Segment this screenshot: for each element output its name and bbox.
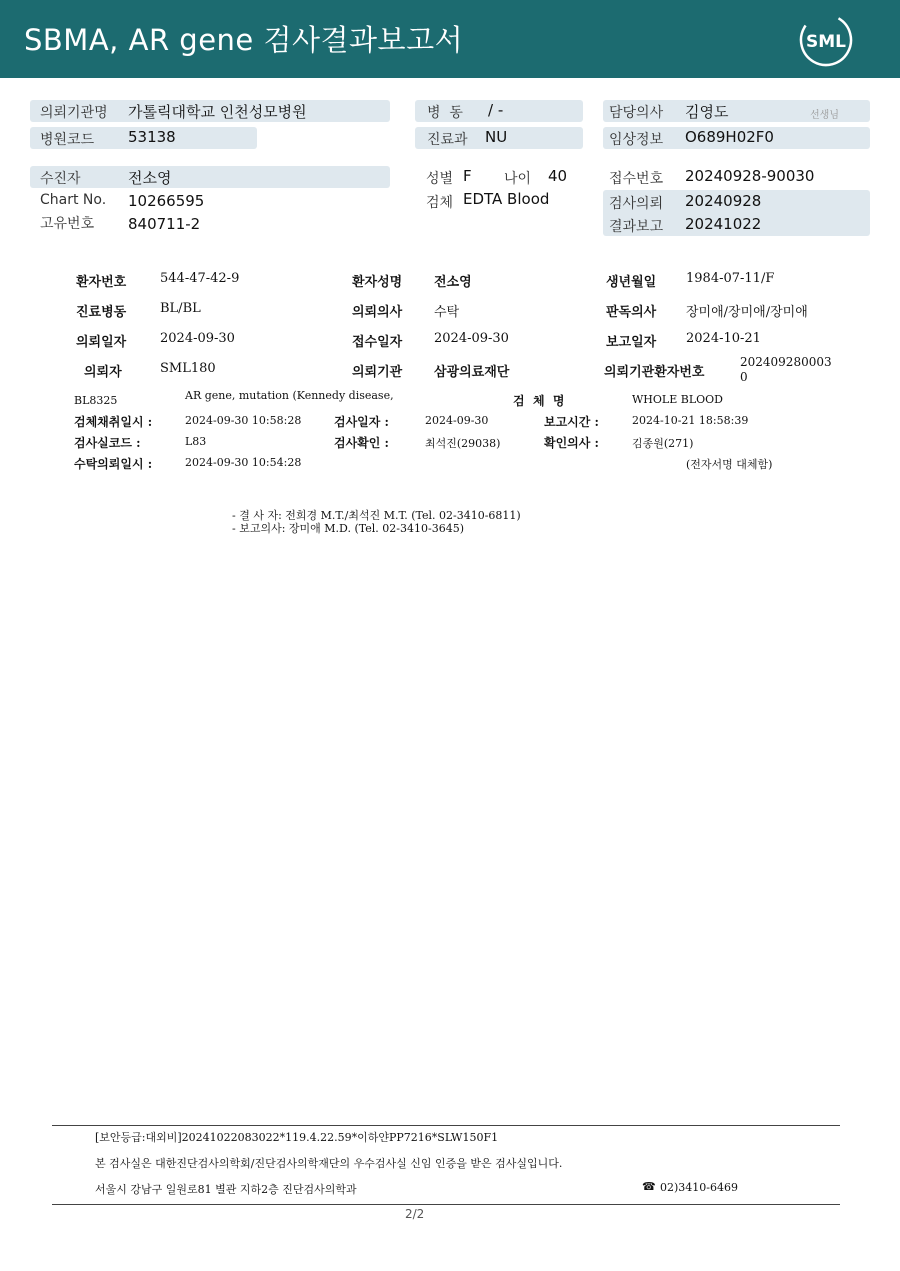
signer-line-2: - 보고의사: 장미애 M.D. (Tel. 02-3410-3645) bbox=[232, 522, 464, 535]
patient-label: 수진자 bbox=[40, 171, 81, 187]
phone-number: 02)3410-6469 bbox=[660, 1181, 738, 1194]
req-inst-value: 삼광의료재단 bbox=[434, 365, 510, 380]
doctor-suffix: 선생님 bbox=[810, 110, 839, 121]
institution-label: 의뢰기관명 bbox=[40, 105, 108, 121]
clinical-label: 임상정보 bbox=[609, 132, 664, 148]
chart-value: 10266595 bbox=[128, 192, 205, 210]
receipt-label: 접수번호 bbox=[609, 171, 664, 187]
dept-value: NU bbox=[485, 128, 508, 146]
rpt-date-value: 2024-10-21 bbox=[686, 331, 761, 346]
test-specimen-label: 검 체 명 bbox=[513, 394, 565, 408]
dob-value: 1984-07-11/F bbox=[686, 271, 775, 286]
report-time-label: 보고시간 : bbox=[544, 415, 599, 429]
reader-label: 판독의사 bbox=[606, 305, 657, 320]
req-inst-label: 의뢰기관 bbox=[352, 365, 403, 380]
page-number: 2/2 bbox=[405, 1207, 425, 1221]
unique-value: 840711-2 bbox=[128, 215, 201, 233]
req-doctor-value: 수탁 bbox=[434, 305, 460, 320]
svg-text:SML: SML bbox=[806, 32, 846, 52]
ward-detail-value: BL/BL bbox=[160, 301, 201, 316]
request-label: 검사의뢰 bbox=[609, 196, 664, 212]
patient-name-label: 환자성명 bbox=[352, 275, 403, 290]
chart-label: Chart No. bbox=[40, 192, 107, 208]
request-value: 20240928 bbox=[685, 192, 762, 210]
patient-row-bg bbox=[30, 166, 390, 188]
dept-label: 진료과 bbox=[427, 132, 468, 148]
footer-top-divider bbox=[52, 1125, 840, 1126]
security-line: [보안등급:대외비]20241022083022*119.4.22.59*이하얀PP7216*SLW150F1 bbox=[95, 1131, 499, 1144]
report-label: 결과보고 bbox=[609, 219, 664, 235]
test-name: AR gene, mutation (Kennedy disease, bbox=[185, 389, 394, 402]
sex-value: F bbox=[463, 167, 472, 185]
req-date-value: 2024-09-30 bbox=[160, 331, 235, 346]
footer-bottom-divider bbox=[52, 1204, 840, 1205]
report-title: SBMA, AR gene 검사결과보고서 bbox=[24, 23, 464, 57]
req-inst-pno-value-2: 0 bbox=[740, 370, 748, 384]
phone-icon: ☎ bbox=[642, 1180, 656, 1193]
dob-label: 생년월일 bbox=[606, 275, 657, 290]
confirm-value: 최석진(29038) bbox=[425, 437, 501, 450]
collect-label: 검체채취일시 : bbox=[74, 415, 153, 429]
receipt-value: 20240928-90030 bbox=[685, 167, 815, 185]
rpt-date-label: 보고일자 bbox=[606, 335, 657, 350]
test-date-value: 2024-09-30 bbox=[425, 414, 489, 427]
unique-label: 고유번호 bbox=[40, 216, 95, 232]
lab-code-label: 검사실코드 : bbox=[74, 436, 141, 450]
req-inst-pno-value-1: 202409280003 bbox=[740, 355, 832, 369]
lab-code-value: L83 bbox=[185, 435, 207, 448]
collect-value: 2024-09-30 10:58:28 bbox=[185, 414, 302, 427]
requester-label: 의뢰자 bbox=[84, 365, 122, 380]
doctor-label: 담당의사 bbox=[609, 105, 664, 121]
rcv-date-label: 접수일자 bbox=[352, 335, 403, 350]
doctor-value: 김영도 bbox=[685, 103, 729, 121]
test-date-label: 검사일자 : bbox=[334, 415, 389, 429]
ward-value: / - bbox=[488, 101, 504, 119]
req-doctor-label: 의뢰의사 bbox=[352, 305, 403, 320]
confirm-doctor-value: 김종원(271) bbox=[632, 437, 694, 450]
certification-line: 본 검사실은 대한진단검사의학회/진단검사의학재단의 우수검사실 신임 인증을 받은 검사실입니다. bbox=[95, 1157, 563, 1170]
reader-value: 장미애/장미애/장미애 bbox=[686, 305, 808, 320]
specimen-label: 검체 bbox=[426, 195, 454, 211]
age-label: 나이 bbox=[504, 171, 532, 187]
patient-no-label: 환자번호 bbox=[76, 275, 127, 290]
patient-no-value: 544-47-42-9 bbox=[160, 271, 240, 286]
sml-logo bbox=[798, 12, 854, 68]
patient-name-value: 전소영 bbox=[434, 275, 472, 290]
ward-label: 병 동 bbox=[427, 105, 463, 121]
rcv-date-value: 2024-09-30 bbox=[434, 331, 509, 346]
institution-value: 가톨릭대학교 인천성모병원 bbox=[128, 103, 307, 121]
requester-value: SML180 bbox=[160, 361, 216, 376]
consign-label: 수탁의뢰일시 : bbox=[74, 457, 153, 471]
hospital-code-value: 53138 bbox=[128, 128, 176, 146]
consign-value: 2024-09-30 10:54:28 bbox=[185, 456, 302, 469]
specimen-value: EDTA Blood bbox=[463, 190, 550, 208]
report-time-value: 2024-10-21 18:58:39 bbox=[632, 414, 749, 427]
report-value: 20241022 bbox=[685, 215, 762, 233]
test-specimen-value: WHOLE BLOOD bbox=[632, 393, 723, 406]
age-value: 40 bbox=[548, 167, 568, 185]
confirm-doctor-label: 확인의사 : bbox=[544, 436, 599, 450]
clinical-value: O689H02F0 bbox=[685, 128, 774, 146]
header-banner bbox=[0, 0, 900, 78]
sex-label: 성별 bbox=[426, 171, 454, 187]
address-line: 서울시 강남구 일원로81 별관 지하2층 진단검사의학과 bbox=[95, 1183, 357, 1196]
esign-note: (전자서명 대체함) bbox=[686, 458, 773, 471]
ward-detail-label: 진료병동 bbox=[76, 305, 127, 320]
req-inst-pno-label: 의뢰기관환자번호 bbox=[604, 365, 705, 380]
hospital-code-label: 병원코드 bbox=[40, 132, 95, 148]
signer-line-1: - 결 사 자: 전희경 M.T./최석진 M.T. (Tel. 02-3410-6811) bbox=[232, 509, 521, 522]
req-date-label: 의뢰일자 bbox=[76, 335, 127, 350]
patient-value: 전소영 bbox=[128, 169, 172, 187]
confirm-label: 검사확인 : bbox=[334, 436, 389, 450]
test-code: BL8325 bbox=[74, 394, 118, 407]
